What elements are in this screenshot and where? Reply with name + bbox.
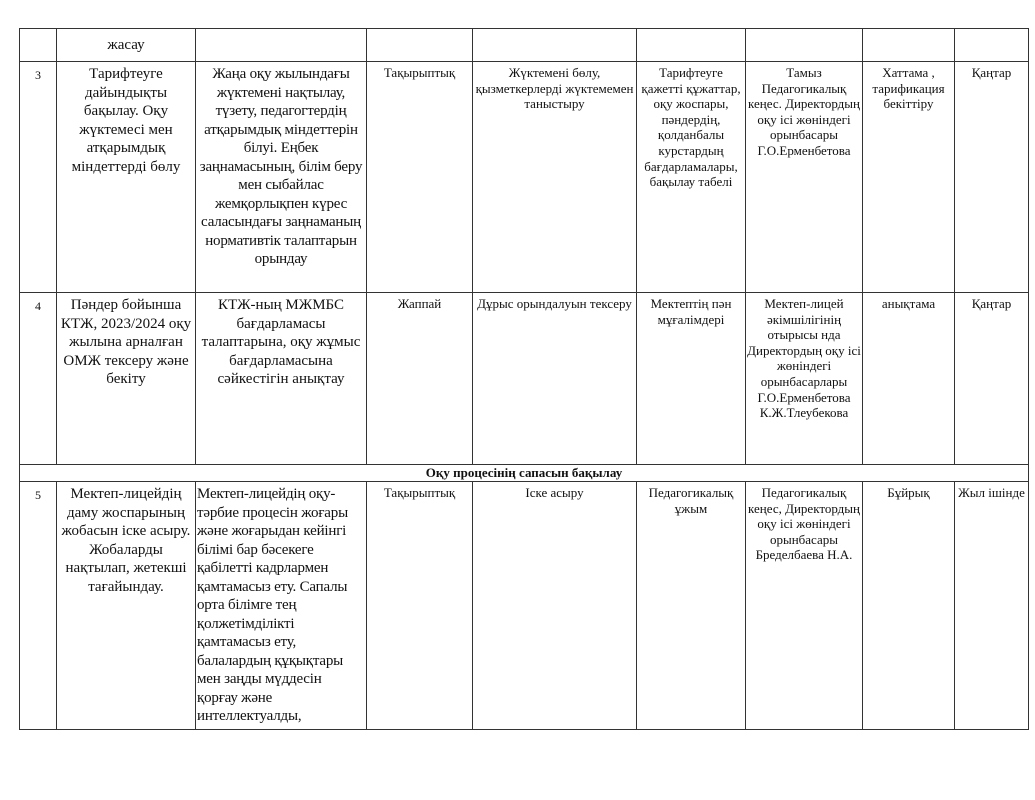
table-row	[20, 62, 1029, 293]
cell-task: Мектеп-лицейдің даму жоспарының жобасын іске асыру. Жобаларды нақтылап, жетекші тағайындау.	[57, 482, 196, 730]
cell-deadline: Қаңтар	[955, 293, 1029, 465]
section-title: Оқу процесінің сапасын бақылау	[20, 465, 1029, 482]
table-row-continuation	[20, 29, 1029, 62]
cell-task: Тарифтеуге дайындықты бақылау. Оқу жүктемесі мен атқарымдық міндеттерді бөлу	[57, 62, 196, 293]
cell-task: Пәндер бойынша КТЖ, 2023/2024 оқу жылына арналған ОМЖ тексеру және бекіту	[57, 293, 196, 465]
cell-control-type: Жаппай	[367, 293, 473, 465]
cell-num: 5	[20, 482, 57, 730]
cell-control-type: Тақырыптық	[367, 62, 473, 293]
cell-deadline: Қаңтар	[955, 62, 1029, 293]
control-plan-table	[19, 28, 1029, 730]
cell-method: Жүктемені бөлу, қызметкерлерді жүктемемен таныстыру	[473, 62, 637, 293]
cell-purpose	[196, 29, 367, 62]
cell-purpose: Мектеп-лицейдің оқу-тәрбие процесін жоғары және жоғарыдан кейінгі білімі бар бәсекеге қабілетті кадрлармен қамтамасыз ету. Сапалы орта білімге тең қолжетімділікті қамтамасыз ету, балалардың құқықтары мен заңды мүддесін қорғау және интеллектуалды,	[196, 482, 367, 730]
table-row	[20, 293, 1029, 465]
cell-result: анықтама	[863, 293, 955, 465]
cell-object	[637, 29, 746, 62]
cell-where: Тамыз Педагогикалық кеңес. Директордың оқу ісі жөніндегі орынбасары Г.О.Ерменбетова	[746, 62, 863, 293]
cell-num: 4	[20, 293, 57, 465]
cell-deadline	[955, 29, 1029, 62]
cell-deadline: Жыл ішінде	[955, 482, 1029, 730]
cell-method: Дұрыс орындалуын тексеру	[473, 293, 637, 465]
cell-where: Мектеп-лицей әкімшілігінің отырысы нда Директордың оқу ісі жөніндегі орынбасарлары Г.О.Ерменбетова К.Ж.Тлеубекова	[746, 293, 863, 465]
cell-control-type	[367, 29, 473, 62]
cell-num: 3	[20, 62, 57, 293]
cell-result: Хаттама , тарификация бекіттіру	[863, 62, 955, 293]
cell-control-type: Тақырыптық	[367, 482, 473, 730]
cell-method	[473, 29, 637, 62]
cell-task: жасау	[57, 29, 196, 62]
cell-num	[20, 29, 57, 62]
cell-result	[863, 29, 955, 62]
cell-object: Мектептің пән мұғалімдері	[637, 293, 746, 465]
cell-where	[746, 29, 863, 62]
cell-object: Тарифтеуге қажетті құжаттар, оқу жоспары, пәндердің, қолданбалы курстардың бағдарламалары, бақылау табелі	[637, 62, 746, 293]
cell-purpose: Жаңа оқу жылындағы жүктемені нақтылау, түзету, педагогтердің атқарымдық міндеттерін білуі. Еңбек заңнамасының, білім беру мен сыбайлас жемқорлықпен күрес саласындағы заңнаманың нормативтік талаптарын орындау	[196, 62, 367, 293]
cell-object: Педагогикалық ұжым	[637, 482, 746, 730]
table-row	[20, 482, 1029, 730]
cell-method: Іске асыру	[473, 482, 637, 730]
cell-where: Педагогикалық кеңес, Директордың оқу ісі жөніндегі орынбасары Бределбаева Н.А.	[746, 482, 863, 730]
cell-result: Бұйрық	[863, 482, 955, 730]
cell-purpose: КТЖ-ның МЖМБС бағдарламасы талаптарына, оқу жұмыс бағдарламасына сәйкестігін анықтау	[196, 293, 367, 465]
section-header-row	[20, 465, 1029, 482]
